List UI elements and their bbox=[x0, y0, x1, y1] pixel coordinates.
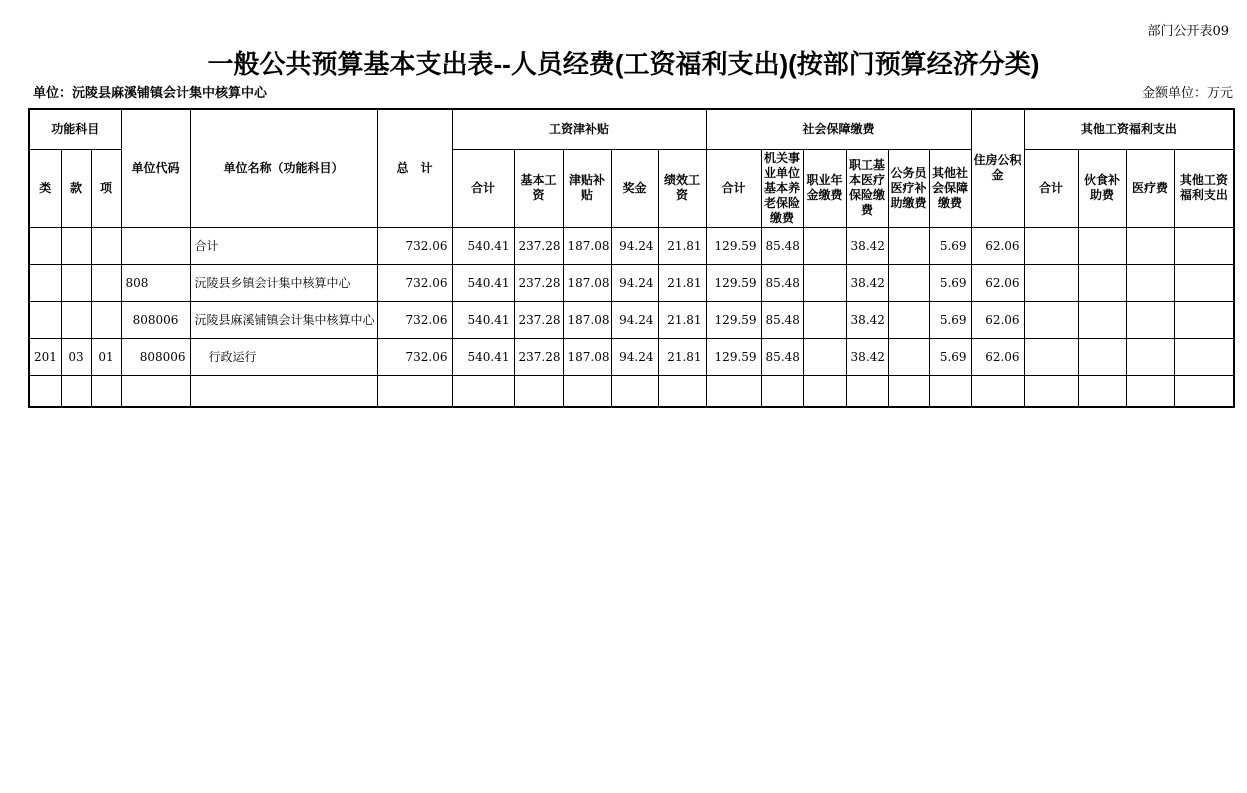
cell-other-social-security: 5.69 bbox=[929, 338, 971, 375]
header-unit-code: 单位代码 bbox=[121, 109, 190, 227]
cell-performance-salary: 21.81 bbox=[658, 264, 706, 301]
header-func-group: 功能科目 bbox=[29, 109, 121, 149]
cell-annuity-contribution bbox=[803, 264, 846, 301]
cell-func-class bbox=[29, 375, 61, 407]
cell-allowance: 187.08 bbox=[563, 338, 611, 375]
cell-func-section bbox=[61, 301, 91, 338]
cell-pension-contribution: 85.48 bbox=[761, 227, 803, 264]
cell-other-welfare-subtotal bbox=[1024, 301, 1078, 338]
cell-housing-fund: 62.06 bbox=[971, 301, 1024, 338]
cell-meal-subsidy bbox=[1078, 301, 1126, 338]
header-other-welfare: 其他工资福利支出 bbox=[1174, 149, 1234, 227]
cell-medical-insurance bbox=[846, 375, 888, 407]
cell-func-section bbox=[61, 227, 91, 264]
cell-allowance: 187.08 bbox=[563, 301, 611, 338]
table-row-empty bbox=[29, 375, 1234, 407]
cell-func-item: 01 bbox=[91, 338, 121, 375]
cell-salary-subtotal: 540.41 bbox=[452, 301, 514, 338]
cell-salary-subtotal: 540.41 bbox=[452, 227, 514, 264]
cell-other-welfare bbox=[1174, 338, 1234, 375]
header-func-section: 款 bbox=[61, 149, 91, 227]
cell-civil-servant-medical bbox=[888, 338, 929, 375]
header-pension-contribution: 机关事业单位基本养老保险缴费 bbox=[761, 149, 803, 227]
cell-other-welfare-subtotal bbox=[1024, 375, 1078, 407]
header-performance-salary: 绩效工资 bbox=[658, 149, 706, 227]
cell-other-welfare-subtotal bbox=[1024, 227, 1078, 264]
cell-other-welfare bbox=[1174, 375, 1234, 407]
header-func-class: 类 bbox=[29, 149, 61, 227]
cell-func-class bbox=[29, 301, 61, 338]
cell-basic-salary: 237.28 bbox=[514, 338, 563, 375]
header-social-group: 社会保障缴费 bbox=[706, 109, 971, 149]
cell-other-welfare bbox=[1174, 227, 1234, 264]
cell-social-subtotal: 129.59 bbox=[706, 301, 761, 338]
header-allowance: 津贴补贴 bbox=[563, 149, 611, 227]
header-other-group: 其他工资福利支出 bbox=[1024, 109, 1234, 149]
cell-salary-subtotal: 540.41 bbox=[452, 338, 514, 375]
header-other-social-security: 其他社会保障缴费 bbox=[929, 149, 971, 227]
cell-medical-fee bbox=[1126, 338, 1174, 375]
cell-func-section bbox=[61, 375, 91, 407]
cell-social-subtotal: 129.59 bbox=[706, 338, 761, 375]
cell-civil-servant-medical bbox=[888, 375, 929, 407]
meta-row bbox=[33, 82, 1233, 101]
table-row-unit-808006 bbox=[29, 301, 1234, 338]
cell-other-welfare bbox=[1174, 264, 1234, 301]
header-row-groups bbox=[29, 109, 1234, 149]
header-medical-insurance: 职工基本医疗保险缴费 bbox=[846, 149, 888, 227]
cell-meal-subsidy bbox=[1078, 264, 1126, 301]
cell-salary-subtotal: 540.41 bbox=[452, 264, 514, 301]
cell-basic-salary bbox=[514, 375, 563, 407]
table-row-func-201-03-01 bbox=[29, 338, 1234, 375]
cell-performance-salary: 21.81 bbox=[658, 227, 706, 264]
header-unit-name: 单位名称（功能科目） bbox=[190, 109, 377, 227]
page-title: 一般公共预算基本支出表--人员经费(工资福利支出)(按部门预算经济分类) bbox=[207, 49, 1040, 79]
header-basic-salary: 基本工资 bbox=[514, 149, 563, 227]
cell-unit-name: 行政运行 bbox=[190, 338, 377, 375]
cell-other-welfare bbox=[1174, 301, 1234, 338]
cell-grand-total: 732.06 bbox=[377, 301, 452, 338]
cell-medical-insurance: 38.42 bbox=[846, 264, 888, 301]
cell-basic-salary: 237.28 bbox=[514, 227, 563, 264]
cell-allowance: 187.08 bbox=[563, 227, 611, 264]
cell-func-item bbox=[91, 264, 121, 301]
cell-annuity-contribution bbox=[803, 227, 846, 264]
cell-grand-total bbox=[377, 375, 452, 407]
table-row-dept-808 bbox=[29, 264, 1234, 301]
cell-social-subtotal bbox=[706, 375, 761, 407]
cell-other-welfare-subtotal bbox=[1024, 338, 1078, 375]
cell-grand-total: 732.06 bbox=[377, 338, 452, 375]
header-housing-fund: 住房公积金 bbox=[971, 109, 1024, 227]
cell-housing-fund: 62.06 bbox=[971, 227, 1024, 264]
amount-unit-label: 金额单位：万元 bbox=[1141, 86, 1233, 101]
cell-func-item bbox=[91, 227, 121, 264]
table-row-total bbox=[29, 227, 1234, 264]
cell-unit-code: 808 bbox=[121, 264, 190, 301]
cell-medical-fee bbox=[1126, 264, 1174, 301]
header-grand-total: 总 计 bbox=[377, 109, 452, 227]
cell-func-item bbox=[91, 375, 121, 407]
cell-civil-servant-medical bbox=[888, 301, 929, 338]
cell-func-section bbox=[61, 264, 91, 301]
cell-grand-total: 732.06 bbox=[377, 264, 452, 301]
cell-func-item bbox=[91, 301, 121, 338]
cell-basic-salary: 237.28 bbox=[514, 301, 563, 338]
cell-medical-fee bbox=[1126, 227, 1174, 264]
cell-unit-name bbox=[190, 375, 377, 407]
header-social-subtotal: 合计 bbox=[706, 149, 761, 227]
cell-unit-name: 合计 bbox=[190, 227, 377, 264]
cell-other-social-security: 5.69 bbox=[929, 301, 971, 338]
cell-unit-code bbox=[121, 375, 190, 407]
cell-bonus bbox=[611, 375, 658, 407]
cell-func-class bbox=[29, 227, 61, 264]
cell-performance-salary: 21.81 bbox=[658, 338, 706, 375]
doc-code: 部门公开表09 bbox=[1147, 24, 1229, 39]
cell-medical-insurance: 38.42 bbox=[846, 301, 888, 338]
cell-func-class bbox=[29, 264, 61, 301]
cell-bonus: 94.24 bbox=[611, 338, 658, 375]
cell-medical-fee bbox=[1126, 301, 1174, 338]
cell-social-subtotal: 129.59 bbox=[706, 227, 761, 264]
cell-unit-code bbox=[121, 227, 190, 264]
cell-pension-contribution: 85.48 bbox=[761, 264, 803, 301]
cell-unit-name: 沅陵县麻溪铺镇会计集中核算中心 bbox=[190, 301, 377, 338]
cell-allowance bbox=[563, 375, 611, 407]
header-func-item: 项 bbox=[91, 149, 121, 227]
cell-bonus: 94.24 bbox=[611, 227, 658, 264]
cell-pension-contribution bbox=[761, 375, 803, 407]
cell-other-social-security bbox=[929, 375, 971, 407]
cell-performance-salary bbox=[658, 375, 706, 407]
cell-other-welfare-subtotal bbox=[1024, 264, 1078, 301]
header-bonus: 奖金 bbox=[611, 149, 658, 227]
cell-pension-contribution: 85.48 bbox=[761, 338, 803, 375]
cell-func-section: 03 bbox=[61, 338, 91, 375]
header-salary-subtotal: 合计 bbox=[452, 149, 514, 227]
cell-meal-subsidy bbox=[1078, 338, 1126, 375]
cell-housing-fund bbox=[971, 375, 1024, 407]
header-medical-fee: 医疗费 bbox=[1126, 149, 1174, 227]
cell-housing-fund: 62.06 bbox=[971, 264, 1024, 301]
cell-performance-salary: 21.81 bbox=[658, 301, 706, 338]
cell-func-class: 201 bbox=[29, 338, 61, 375]
cell-unit-name: 沅陵县乡镇会计集中核算中心 bbox=[190, 264, 377, 301]
cell-social-subtotal: 129.59 bbox=[706, 264, 761, 301]
cell-other-social-security: 5.69 bbox=[929, 264, 971, 301]
cell-bonus: 94.24 bbox=[611, 301, 658, 338]
cell-annuity-contribution bbox=[803, 375, 846, 407]
cell-salary-subtotal bbox=[452, 375, 514, 407]
cell-meal-subsidy bbox=[1078, 375, 1126, 407]
cell-unit-code: 808006 bbox=[121, 301, 190, 338]
header-salary-group: 工资津补贴 bbox=[452, 109, 706, 149]
cell-medical-insurance: 38.42 bbox=[846, 338, 888, 375]
header-annuity-contribution: 职业年金缴费 bbox=[803, 149, 846, 227]
header-meal-subsidy: 伙食补助费 bbox=[1078, 149, 1126, 227]
cell-pension-contribution: 85.48 bbox=[761, 301, 803, 338]
header-other-welfare-subtotal: 合计 bbox=[1024, 149, 1078, 227]
budget-table bbox=[28, 108, 1235, 408]
cell-medical-insurance: 38.42 bbox=[846, 227, 888, 264]
cell-meal-subsidy bbox=[1078, 227, 1126, 264]
cell-annuity-contribution bbox=[803, 301, 846, 338]
cell-housing-fund: 62.06 bbox=[971, 338, 1024, 375]
cell-medical-fee bbox=[1126, 375, 1174, 407]
cell-bonus: 94.24 bbox=[611, 264, 658, 301]
cell-allowance: 187.08 bbox=[563, 264, 611, 301]
cell-other-social-security: 5.69 bbox=[929, 227, 971, 264]
cell-unit-code: 808006 bbox=[121, 338, 190, 375]
cell-civil-servant-medical bbox=[888, 227, 929, 264]
unit-label: 单位：沅陵县麻溪铺镇会计集中核算中心 bbox=[33, 85, 268, 100]
cell-basic-salary: 237.28 bbox=[514, 264, 563, 301]
header-civil-servant-medical: 公务员医疗补助缴费 bbox=[888, 149, 929, 227]
cell-civil-servant-medical bbox=[888, 264, 929, 301]
cell-grand-total: 732.06 bbox=[377, 227, 452, 264]
cell-annuity-contribution bbox=[803, 338, 846, 375]
